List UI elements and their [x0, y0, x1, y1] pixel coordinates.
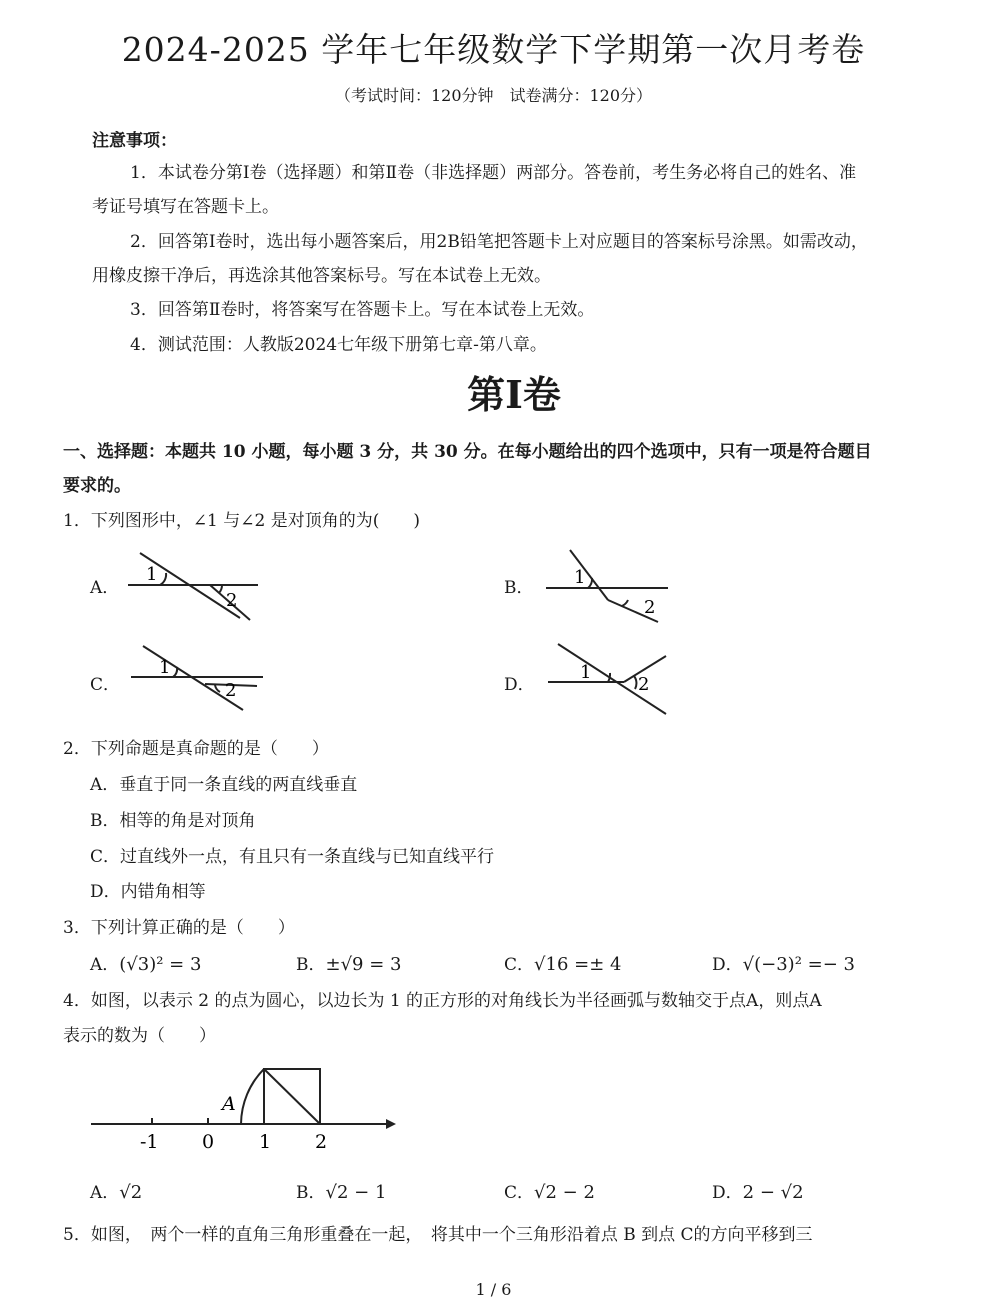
q3-option-c — [504, 950, 621, 975]
q3-option-a — [90, 950, 201, 975]
q4-option-a — [90, 1178, 142, 1203]
q4-option-d — [712, 1178, 804, 1203]
q4-option-c — [504, 1178, 595, 1203]
question-3-stem: 3．下列计算正确的是（ ） — [63, 918, 295, 938]
q2-option-c: C．过直线外一点，有且只有一条直线与已知直线平行 — [90, 847, 495, 867]
question-4-stem-line-1: 4．如图，以表示 2 的点为圆心，以边长为 1 的正方形的对角线长为半径画弧与数轴交于点A，则点A — [63, 991, 822, 1011]
q1-figure-d — [540, 638, 680, 720]
q4-tick-label-0: 0 — [202, 1131, 215, 1153]
q1c-angle-label-1: 1 — [159, 657, 171, 678]
q4-option-b — [296, 1178, 386, 1203]
q3-option-d-letter: D． — [712, 955, 743, 975]
exam-info: （考试时间：120分钟 试卷满分：120分） — [334, 86, 653, 105]
q3-option-b — [296, 950, 401, 975]
q4-option-c-expr: √2 − 2 — [534, 1182, 595, 1203]
q3-option-a-letter: A． — [90, 955, 120, 975]
q4-option-b-expr: √2 − 1 — [325, 1182, 387, 1203]
q1c-angle2-arc — [215, 685, 220, 692]
q1b-angle-label-1: 1 — [574, 567, 586, 588]
notice-line-4: 用橡皮擦干净后，再选涂其他答案标号。写在本试卷上无效。 — [92, 266, 551, 286]
q4-option-d-expr: 2 − √2 — [742, 1182, 804, 1203]
q1a-angle1-arc — [160, 573, 166, 585]
q4-option-a-expr: √2 — [119, 1182, 143, 1203]
q4-option-b-letter: B． — [296, 1183, 326, 1203]
q1b-angle1-arc — [588, 578, 592, 588]
q4-tick-label-2: 2 — [315, 1131, 328, 1153]
q4-option-c-letter: C． — [504, 1183, 535, 1203]
question-5-stem: 5．如图， 两个一样的直角三角形重叠在一起， 将其中一个三角形沿着点 B 到点 C的方向平移到三 — [63, 1225, 813, 1245]
q3-option-d — [712, 950, 855, 975]
q2-option-a: A．垂直于同一条直线的两直线垂直 — [90, 775, 358, 795]
notice-line-5: 3．回答第Ⅱ卷时，将答案写在答题卡上。写在本试卷上无效。 — [130, 300, 595, 320]
notice-line-3: 2．回答第Ⅰ卷时，选出每小题答案后，用2B铅笔把答题卡上对应题目的答案标号涂黑。如需改动， — [130, 232, 868, 252]
question-2-stem: 2．下列命题是真命题的是（ ） — [63, 739, 329, 759]
q1-figure-a — [120, 548, 270, 623]
q3-option-a-expr: (√3)² = 3 — [119, 954, 202, 975]
q1d-angle-label-2: 2 — [638, 674, 650, 695]
notice-heading: 注意事项： — [92, 131, 177, 151]
page-title: 2024-2025 学年七年级数学下学期第一次月考卷 — [121, 30, 866, 69]
q4-option-a-letter: A． — [90, 1183, 120, 1203]
q1a-angle-label-1: 1 — [146, 564, 158, 585]
q1-option-b-label: B． — [504, 578, 534, 598]
q2-option-b: B．相等的角是对顶角 — [90, 811, 256, 831]
q3-option-d-expr: √(−3)² =− 3 — [742, 954, 855, 975]
part-heading-line-2: 要求的。 — [63, 476, 131, 496]
q4-option-d-letter: D． — [712, 1183, 743, 1203]
q4-point-a-label: A — [222, 1093, 236, 1115]
q1c-angle-label-2: 2 — [225, 680, 237, 701]
q1-figure-b — [540, 545, 680, 630]
notice-line-2: 考证号填写在答题卡上。 — [92, 197, 279, 217]
q3-option-b-letter: B． — [296, 955, 326, 975]
q1d-line-1 — [558, 644, 666, 714]
page-number: 1 / 6 — [475, 1280, 512, 1299]
q1d-angle2-arc — [634, 676, 636, 689]
part-heading-line-1: 一、选择题：本题共 10 小题，每小题 3 分，共 30 分。在每小题给出的四个选项中，只有一项是符合题目 — [63, 442, 872, 462]
q2-option-d: D．内错角相等 — [90, 882, 206, 902]
q1b-angle-label-2: 2 — [644, 597, 656, 618]
q4-arc — [241, 1069, 264, 1124]
q1-option-d-label: D． — [504, 675, 535, 695]
q3-option-c-expr: √16 =± 4 — [534, 954, 622, 975]
q1-option-a-label: A． — [90, 578, 120, 598]
q1b-angle2-arc — [622, 600, 628, 606]
q3-option-c-letter: C． — [504, 955, 535, 975]
q4-axis-arrow-icon — [386, 1119, 396, 1129]
q4-square-diagonal — [264, 1069, 320, 1124]
notice-line-1: 1．本试卷分第Ⅰ卷（选择题）和第Ⅱ卷（非选择题）两部分。答卷前，考生务必将自己的姓名、准 — [130, 163, 857, 183]
q1a-angle-label-2: 2 — [226, 590, 238, 611]
q4-tick-label-1: 1 — [259, 1131, 272, 1153]
q1-figure-c — [125, 640, 275, 720]
q1a-angle2-arc — [219, 585, 222, 593]
section-title: 第Ⅰ卷 — [467, 372, 561, 417]
q4-number-line-figure — [86, 1060, 398, 1160]
q1d-angle-label-1: 1 — [580, 662, 592, 683]
q1c-angle1-arc — [173, 667, 177, 677]
q4-tick-label-neg1: -1 — [140, 1131, 159, 1153]
question-4-stem-line-2: 表示的数为（ ） — [63, 1026, 216, 1046]
q1-option-c-label: C． — [90, 675, 121, 695]
question-1-stem: 1．下列图形中，∠1 与∠2 是对顶角的为( ) — [63, 511, 421, 531]
q3-option-b-expr: ±√9 = 3 — [325, 954, 402, 975]
notice-line-6: 4．测试范围：人教版2024七年级下册第七章-第八章。 — [130, 335, 547, 355]
